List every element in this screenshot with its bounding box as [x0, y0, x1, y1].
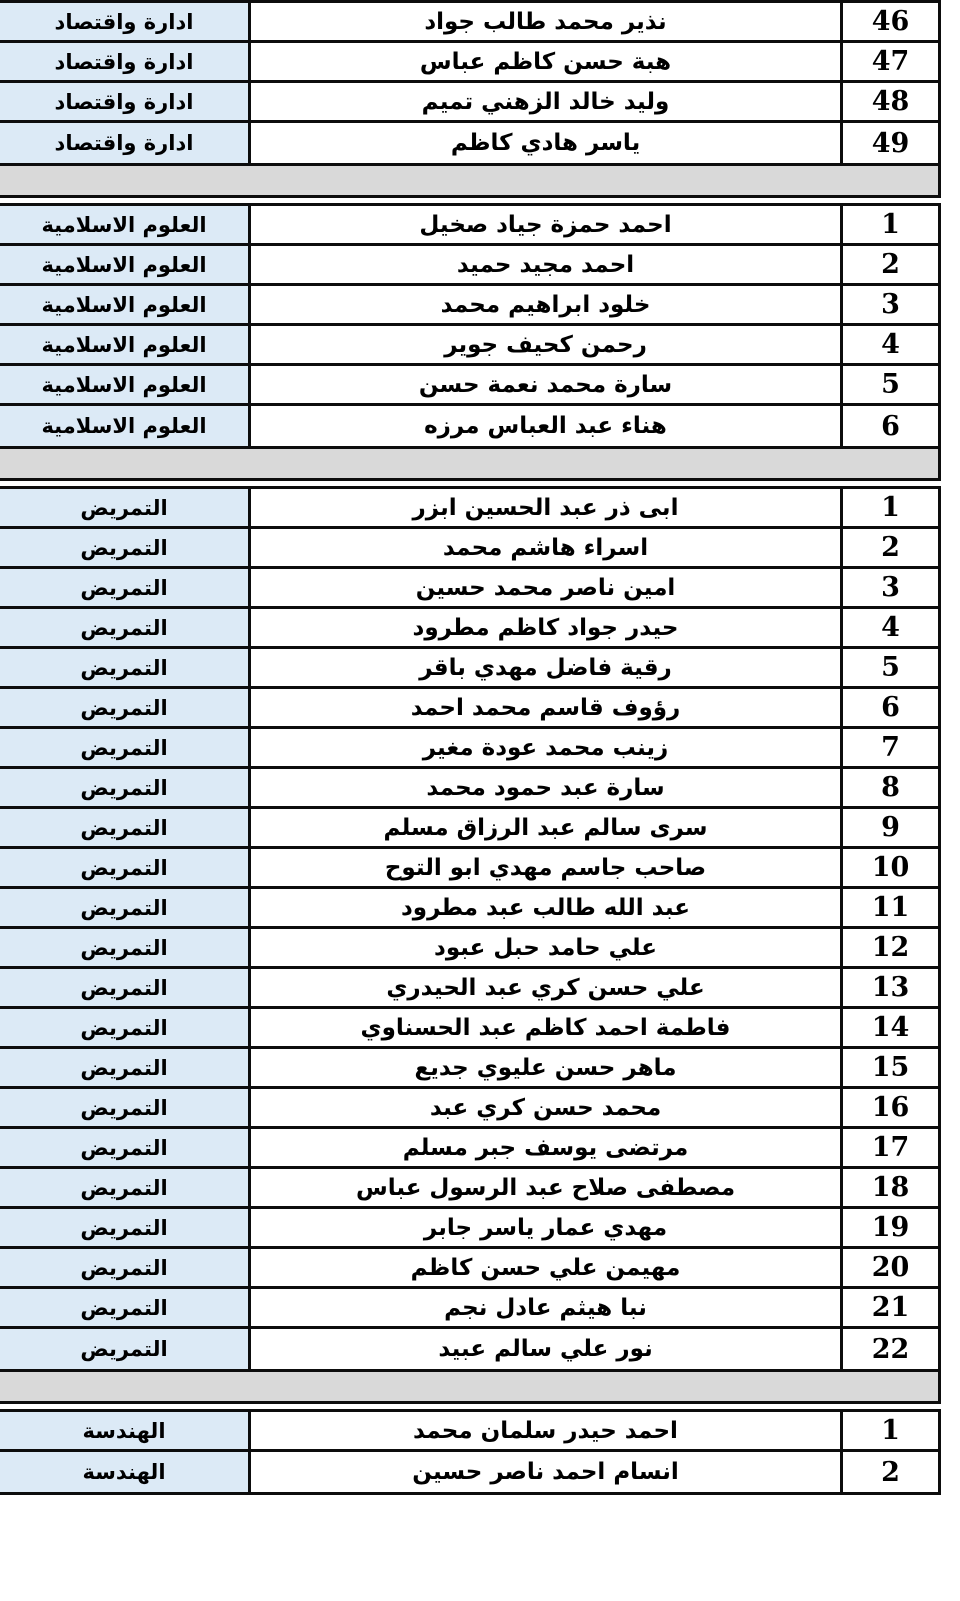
- row-number-cell: 5: [840, 366, 938, 403]
- student-name-cell: ماهر حسن عليوي جديع: [248, 1049, 840, 1086]
- department-cell: ادارة واقتصاد: [0, 3, 248, 40]
- student-row: [0, 43, 938, 83]
- row-number-cell: 18: [840, 1169, 938, 1206]
- department-cell: التمريض: [0, 489, 248, 526]
- department-cell: العلوم الاسلامية: [0, 246, 248, 283]
- student-row: [0, 609, 938, 649]
- section-separator: [0, 449, 941, 481]
- student-row: [0, 769, 938, 809]
- row-number-cell: 12: [840, 929, 938, 966]
- department-cell: التمريض: [0, 849, 248, 886]
- row-number-cell: 19: [840, 1209, 938, 1246]
- row-number-cell: 2: [840, 1452, 938, 1492]
- department-cell: التمريض: [0, 1129, 248, 1166]
- department-cell: الهندسة: [0, 1452, 248, 1492]
- student-row: [0, 689, 938, 729]
- student-row: [0, 889, 938, 929]
- department-cell: العلوم الاسلامية: [0, 286, 248, 323]
- row-number-cell: 21: [840, 1289, 938, 1326]
- student-row: [0, 729, 938, 769]
- student-row: [0, 1089, 938, 1129]
- department-cell: التمريض: [0, 569, 248, 606]
- department-section: [0, 0, 941, 166]
- department-cell: العلوم الاسلامية: [0, 206, 248, 243]
- row-number-cell: 15: [840, 1049, 938, 1086]
- student-row: [0, 1009, 938, 1049]
- student-row: [0, 1289, 938, 1329]
- student-name-cell: نبا هيثم عادل نجم: [248, 1289, 840, 1326]
- row-number-cell: 3: [840, 286, 938, 323]
- department-cell: التمريض: [0, 769, 248, 806]
- department-cell: ادارة واقتصاد: [0, 43, 248, 80]
- department-cell: التمريض: [0, 529, 248, 566]
- student-name-cell: صاحب جاسم مهدي ابو التوح: [248, 849, 840, 886]
- row-number-cell: 46: [840, 3, 938, 40]
- student-row: [0, 489, 938, 529]
- student-name-cell: فاطمة احمد كاظم عبد الحسناوي: [248, 1009, 840, 1046]
- student-row: [0, 3, 938, 43]
- student-row: [0, 1412, 938, 1452]
- row-number-cell: 48: [840, 83, 938, 120]
- student-name-cell: امين ناصر محمد حسين: [248, 569, 840, 606]
- student-name-cell: احمد حيدر سلمان محمد: [248, 1412, 840, 1449]
- department-cell: التمريض: [0, 809, 248, 846]
- student-name-cell: علي حامد حبل عبود: [248, 929, 840, 966]
- student-row: [0, 286, 938, 326]
- department-cell: الهندسة: [0, 1412, 248, 1449]
- student-name-cell: رؤوف قاسم محمد احمد: [248, 689, 840, 726]
- student-name-cell: احمد مجيد حميد: [248, 246, 840, 283]
- student-name-cell: علي حسن كري عبد الحيدري: [248, 969, 840, 1006]
- student-row: [0, 1329, 938, 1369]
- student-name-cell: مصطفى صلاح عبد الرسول عباس: [248, 1169, 840, 1206]
- department-cell: التمريض: [0, 1209, 248, 1246]
- student-row: [0, 246, 938, 286]
- row-number-cell: 49: [840, 123, 938, 163]
- student-row: [0, 1129, 938, 1169]
- student-row: [0, 849, 938, 889]
- department-cell: التمريض: [0, 1289, 248, 1326]
- row-number-cell: 4: [840, 326, 938, 363]
- row-number-cell: 1: [840, 489, 938, 526]
- row-number-cell: 1: [840, 1412, 938, 1449]
- department-cell: ادارة واقتصاد: [0, 83, 248, 120]
- student-row: [0, 529, 938, 569]
- department-cell: التمريض: [0, 689, 248, 726]
- student-row: [0, 366, 938, 406]
- student-row: [0, 1249, 938, 1289]
- section-separator: [0, 1372, 941, 1404]
- row-number-cell: 4: [840, 609, 938, 646]
- student-name-cell: هناء عبد العباس مرزه: [248, 406, 840, 446]
- department-cell: التمريض: [0, 1169, 248, 1206]
- student-row: [0, 969, 938, 1009]
- student-name-cell: مهيمن علي حسن كاظم: [248, 1249, 840, 1286]
- row-number-cell: 2: [840, 529, 938, 566]
- student-row: [0, 1049, 938, 1089]
- student-row: [0, 1452, 938, 1492]
- student-row: [0, 929, 938, 969]
- student-row: [0, 123, 938, 163]
- student-name-cell: احمد حمزة جياد صخيل: [248, 206, 840, 243]
- department-cell: ادارة واقتصاد: [0, 123, 248, 163]
- department-cell: التمريض: [0, 1329, 248, 1369]
- student-name-cell: نور علي سالم عبيد: [248, 1329, 840, 1369]
- student-name-cell: زينب محمد عودة مغير: [248, 729, 840, 766]
- row-number-cell: 5: [840, 649, 938, 686]
- student-row: [0, 809, 938, 849]
- row-number-cell: 2: [840, 246, 938, 283]
- row-number-cell: 6: [840, 406, 938, 446]
- student-name-cell: سرى سالم عبد الرزاق مسلم: [248, 809, 840, 846]
- department-cell: التمريض: [0, 1009, 248, 1046]
- student-name-cell: حيدر جواد كاظم مطرود: [248, 609, 840, 646]
- student-name-cell: ابى ذر عبد الحسين ابزر: [248, 489, 840, 526]
- department-cell: التمريض: [0, 969, 248, 1006]
- student-name-cell: رحمن كحيف جوير: [248, 326, 840, 363]
- student-name-cell: اسراء هاشم محمد: [248, 529, 840, 566]
- student-name-cell: هبة حسن كاظم عباس: [248, 43, 840, 80]
- row-number-cell: 11: [840, 889, 938, 926]
- department-cell: التمريض: [0, 649, 248, 686]
- student-name-cell: نذير محمد طالب جواد: [248, 3, 840, 40]
- row-number-cell: 22: [840, 1329, 938, 1369]
- row-number-cell: 13: [840, 969, 938, 1006]
- student-name-cell: سارة عبد حمود محمد: [248, 769, 840, 806]
- student-name-cell: عبد الله طالب عبد مطرود: [248, 889, 840, 926]
- row-number-cell: 7: [840, 729, 938, 766]
- section-separator: [0, 166, 941, 198]
- student-name-cell: مرتضى يوسف جبر مسلم: [248, 1129, 840, 1166]
- row-number-cell: 9: [840, 809, 938, 846]
- row-number-cell: 17: [840, 1129, 938, 1166]
- student-row: [0, 569, 938, 609]
- student-row: [0, 1209, 938, 1249]
- department-section: [0, 203, 941, 449]
- student-row: [0, 326, 938, 366]
- row-number-cell: 6: [840, 689, 938, 726]
- student-name-cell: وليد خالد الزهني تميم: [248, 83, 840, 120]
- department-cell: العلوم الاسلامية: [0, 326, 248, 363]
- student-row: [0, 1169, 938, 1209]
- row-number-cell: 3: [840, 569, 938, 606]
- row-number-cell: 47: [840, 43, 938, 80]
- row-number-cell: 8: [840, 769, 938, 806]
- department-cell: التمريض: [0, 929, 248, 966]
- department-cell: التمريض: [0, 889, 248, 926]
- student-name-cell: خلود ابراهيم محمد: [248, 286, 840, 323]
- department-cell: التمريض: [0, 729, 248, 766]
- student-name-cell: ياسر هادي كاظم: [248, 123, 840, 163]
- student-row: [0, 649, 938, 689]
- department-cell: التمريض: [0, 1089, 248, 1126]
- department-cell: التمريض: [0, 609, 248, 646]
- department-cell: العلوم الاسلامية: [0, 366, 248, 403]
- row-number-cell: 1: [840, 206, 938, 243]
- row-number-cell: 10: [840, 849, 938, 886]
- student-row: [0, 206, 938, 246]
- student-name-cell: محمد حسن كري عبد: [248, 1089, 840, 1126]
- row-number-cell: 14: [840, 1009, 938, 1046]
- student-name-cell: مهدي عمار ياسر جابر: [248, 1209, 840, 1246]
- department-section: [0, 1409, 941, 1495]
- student-row: [0, 406, 938, 446]
- row-number-cell: 16: [840, 1089, 938, 1126]
- student-name-cell: انسام احمد ناصر حسين: [248, 1452, 840, 1492]
- department-cell: التمريض: [0, 1049, 248, 1086]
- student-row: [0, 83, 938, 123]
- student-name-cell: سارة محمد نعمة حسن: [248, 366, 840, 403]
- student-name-cell: رقية فاضل مهدي باقر: [248, 649, 840, 686]
- department-section: [0, 486, 941, 1372]
- department-cell: العلوم الاسلامية: [0, 406, 248, 446]
- department-cell: التمريض: [0, 1249, 248, 1286]
- row-number-cell: 20: [840, 1249, 938, 1286]
